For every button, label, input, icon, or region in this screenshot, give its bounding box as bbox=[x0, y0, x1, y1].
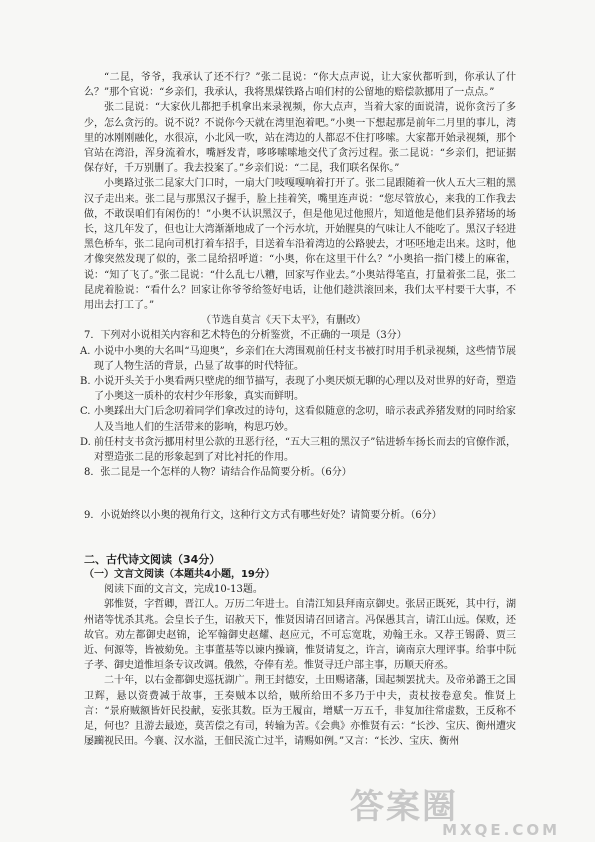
source-citation: （节选自莫言《天下太平》，有删改） bbox=[201, 315, 366, 327]
classical-paragraph: 二十年，以右金都御史巡抚湖广。荆王封德安，土田赐诸藩，国起频罢扰夫。及帝弟潞王之国卫辉，悬以资费减于故事，王奏贼本以给，贼所给田不多乃于中夫，责杖按卷意矣。惟贤上言：“景府贼额皆奸民投献，妄张其数。臣为王履亩，增赋一万五千，非复加往常虚数，王反称不足，何也？且游去最迹，莫苦偿之有司，转输为苦。《会典》亦惟贤有云：“长沙、宝庆、衡州遭灾屡躏视民田。今襄、汉水溢，王佃民流亡过半，请赐如例。”又言：“长沙、宝庆、衡州 bbox=[84, 675, 516, 748]
option-b: B. 小说开头关于小奥看两只壁虎的细节描写，表现了小奥厌烦无聊的心理以及对世界的好奇，塑造了小奥这一质朴的农村少年形象，真实而鲜明。 bbox=[80, 376, 516, 403]
story-paragraph: 小奥路过张二昆家大门口时，一扇大门吱嘎嘎响着打开了。张二昆跟随着一伙人五大三粗的黑汉子走出来。张二昆与那黑汉子握手，脸上挂着笑，嘴里连声说：“您尽管放心，来我的工作我去做，不敢误咱们有闲伤的！”小奥不认识黑汉子，但是他见过他照片，知道他是他们县养猪场的场长，这几年发了，但也让大湾渐渐地成了一个污水坑，开始腥臭的气味让人不能吃了。黑汉子轻进黑色桥车，张二昆向司机打着车招手，目送着车沿着湾边的公路驶去，才呸呸地走出来。这时，他才像突然发现了似的，张二昆给招呼道：“小奥，你在这里干什么？”小奥掐一指门楼上的麻雀，说：“知了飞了。”张二昆说：“什么乱七八糟，回家写作业去。”小奥站得笔直，打量着张二昆，张二昆虎着脸说：“看什么？回家让你爷爷给签好电话，让他们趁洪滚回来，我们太平村要干大事，不用出去打工了。” bbox=[84, 178, 516, 312]
question-7: 7．下列对小说相关内容和艺术特色的分析鉴赏，不正确的一项是（3分） bbox=[84, 330, 407, 342]
site-watermark-logo: 答案圈 MXQE.COM bbox=[350, 787, 560, 839]
section-title: 二、古代诗文阅读（34分） bbox=[84, 552, 221, 566]
subsection-title: （一）文言文阅读（本题共4小题，19分） bbox=[84, 568, 275, 580]
story-paragraph: “二昆，爷爷，我承认了还不行？”张二昆说：“你大点声说，让大家伙都听到，你承认了什么？”那个官说：“乡亲们，我承认，我将黑煤铁路占咱们村的公留地的赔偿款挪用了一点点。” bbox=[84, 72, 516, 99]
document-page bbox=[80, 70, 516, 749]
reading-instruction: 阅读下面的文言文，完成10-13题。 bbox=[104, 584, 263, 596]
option-a: A. 小说中小奥的大名叫“马迎奥”，乡亲们在大湾围观前任村支书被打时用手机录视频，这些情节展现了人物生活的背景，凸显了故事的时代特征。 bbox=[80, 345, 516, 372]
question-9: 9．小说始终以小奥的视角行文，这种行文方式有哪些好处？请简要分析。（6分） bbox=[84, 510, 442, 522]
story-paragraph: 张二昆说：“大家伙儿都把手机拿出来录视频，你大点声，当着大家的面说清，说你贪污了多少，怎么贪污的。说不说？不说你今天就在湾里泡着吧。”小奥一下想起那是前年二月里的事儿，湾里的冰刚刚融化，水很凉，小北风一吹，站在湾边的人都忍不住打哆嗦。大家都开始录视频，那个官站在湾沿，浑身流着水，嘴唇发青，哆哆嗦嗦地交代了贪污过程。张二昆说：“乡亲们，把证据保存好，千万别删了。我去投案了。”乡亲们说：“二昆，我们联名保你。” bbox=[84, 102, 516, 175]
option-c: C. 小奥踩出大门后念叨着同学们拿改过的诗句，这看似随意的念叨，暗示表武养猪发财的同时给家人及当地人们的生活带来的影响，构思巧妙。 bbox=[80, 406, 516, 433]
option-d: D. 前任村支书贪污挪用村里公款的丑恶行径，“五大三粗的黑汉子”钻进轿车扬长而去的官僚作派，对塑造张二昆的形象起到了对比衬托的作用。 bbox=[80, 436, 516, 464]
question-8: 8．张二昆是一个怎样的人物？请结合作品简要分析。（6分） bbox=[84, 467, 352, 479]
classical-paragraph: 郭惟贤，字哲卿，晋江人。万历二年进士。自清江知县拜南京御史。张居正既死，其中行，湖州诸等忧杀其兆。会皇长子生，诏赦天下，惟贤因请召回诸言。冯保愚其言，请江山远。保败，还故官。劝左都御史赵锦，论军翰御史赵耀、赵应元，不可忘宽耽，劝翰王永。又荐王锡爵、贾三近、何源等，皆被劾免。主事董基等以谏内操谪，惟贤请复之，许言，谪南京大理评事。给事中阮子孝、御史道惟垣条专议改调。俄然，夺俸有差。惟贤寻迁户部主事，历顺天府丞。 bbox=[84, 599, 516, 672]
